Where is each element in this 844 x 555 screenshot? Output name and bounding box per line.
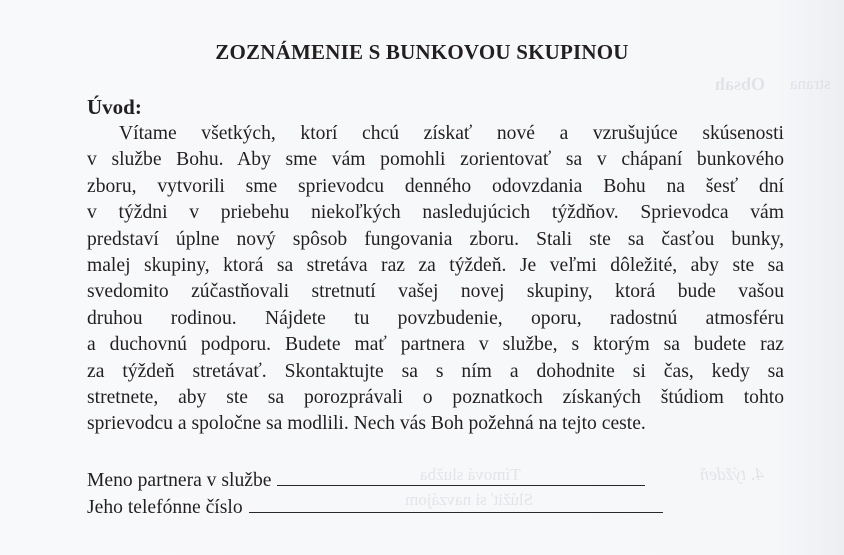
bleed-through-text: strana xyxy=(790,74,831,93)
partner-name-field[interactable] xyxy=(277,467,645,486)
intro-paragraph xyxy=(87,121,784,438)
paragraph-line: predstaví úplne nový spôsob fungovania zboru. Stali ste sa časťou bunky, xyxy=(87,228,784,250)
paragraph-line: v službe Bohu. Aby sme vám pomohli zorientovať sa v chápaní bunkového xyxy=(87,149,784,171)
partner-form xyxy=(87,467,663,521)
phone-number-label: Jeho telefónne číslo xyxy=(87,497,243,518)
phone-number-field[interactable] xyxy=(249,494,663,513)
paragraph-line: stretnete, aby ste sa porozprávali o poznatkoch získaných štúdiom tohto xyxy=(87,387,784,409)
bleed-through-text: 4. týždeň xyxy=(700,464,764,484)
partner-name-row xyxy=(87,467,663,494)
paragraph-line: svedomito zúčastňovali stretnutí vašej novej skupiny, ktorá bude vašou xyxy=(87,281,784,303)
paragraph-line: druhou rodinou. Nájdete tu povzbudenie, oporu, radostnú atmosféru xyxy=(87,307,784,329)
paragraph-line: malej skupiny, ktorá sa stretáva raz za týždeň. Je veľmi dôležité, aby ste sa xyxy=(87,255,784,277)
bleed-through-text: Slúžiť si navzájom xyxy=(405,490,534,509)
partner-name-label: Meno partnera v službe xyxy=(87,470,272,491)
paragraph-line: v týždni v priebehu niekoľkých nasledujúcich týždňov. Sprievodca vám xyxy=(87,202,784,224)
paragraph-line: sprievodcu a spoločne sa modlili. Nech vás Boh požehná na tejto ceste. xyxy=(87,413,646,435)
paragraph-line: zboru, vytvorili sme sprievodcu denného odovzdania Bohu na šesť dní xyxy=(87,175,784,197)
paragraph-line: Vítame všetkých, ktorí chcú získať nové a vzrušujúce skúsenosti xyxy=(119,123,784,144)
paragraph-line: a duchovnú podporu. Budete mať partnera v službe, s ktorým sa budete raz xyxy=(87,334,784,356)
bleed-through-text: Obsah xyxy=(715,74,766,94)
paragraph-line: za týždeň stretávať. Skontaktujte sa s ním a dohodnite si čas, kedy sa xyxy=(87,360,784,382)
section-heading: Úvod: xyxy=(87,95,142,119)
bleed-through-text: Tímová služba xyxy=(420,465,521,484)
page-title: ZOZNÁMENIE S BUNKOVOU SKUPINOU xyxy=(215,40,629,64)
phone-number-row xyxy=(87,494,663,521)
